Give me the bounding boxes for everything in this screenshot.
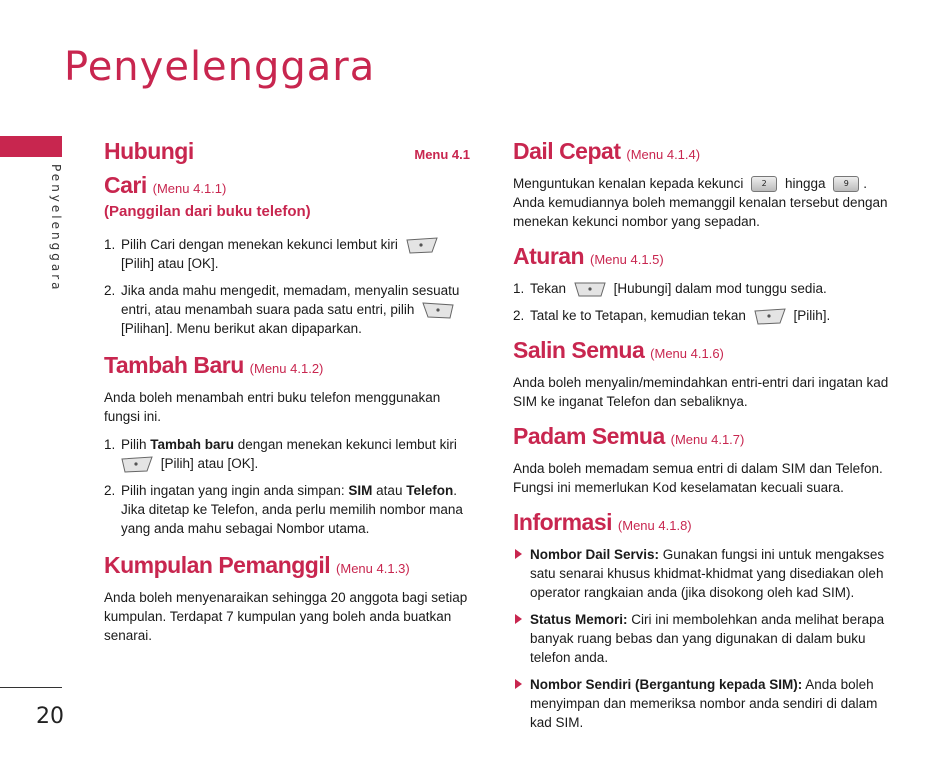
- cari-subtitle: (Panggilan dari buku telefon): [104, 203, 311, 220]
- footer-rule: [0, 687, 62, 688]
- step-text: [121, 235, 470, 273]
- soft-key-icon: [121, 456, 153, 473]
- number-key-icon: 2: [751, 176, 777, 192]
- dail-title: Dail Cepat: [513, 138, 621, 164]
- kumpulan-heading: [104, 550, 470, 584]
- salin-title: Salin Semua: [513, 337, 645, 363]
- bullet-text: [530, 675, 893, 732]
- triangle-bullet-icon: [515, 549, 522, 559]
- cari-section: [104, 170, 470, 338]
- salin-menu-ref: (Menu 4.1.6): [650, 346, 724, 361]
- step-text-before: Pilih Cari dengan menekan kekunci lembut kiri: [121, 237, 398, 252]
- tambah-intro: Anda boleh menambah entri buku telefon menggunakan fungsi ini.: [104, 390, 441, 424]
- cari-title: Cari: [104, 172, 147, 198]
- step-text-before: Tekan: [530, 281, 567, 296]
- cari-step-1: [104, 235, 470, 273]
- step-text-before: Tatal ke to Tetapan, kemudian tekan: [530, 308, 746, 323]
- soft-key-icon: [754, 308, 786, 325]
- soft-key-icon: [574, 281, 606, 298]
- informasi-title: Informasi: [513, 509, 613, 535]
- informasi-bullet-1: [513, 545, 893, 602]
- cari-heading: [104, 170, 470, 204]
- page-number: 20: [36, 704, 64, 729]
- kumpulan-title: Kumpulan Pemanggil: [104, 552, 331, 578]
- step-text: [121, 481, 470, 538]
- salin-section: [513, 335, 893, 411]
- step-text-after: [Hubungi] dalam mod tunggu sedia.: [613, 281, 827, 296]
- tambah-heading: [104, 350, 470, 384]
- step-number: 1.: [104, 437, 116, 452]
- soft-key-icon: [406, 237, 438, 254]
- step-text-bold: Tambah baru: [150, 437, 235, 452]
- informasi-heading: [513, 507, 893, 541]
- step-text-after: [Pilih] atau [OK].: [160, 456, 259, 471]
- bullet-bold: Nombor Sendiri (Bergantung kepada SIM):: [530, 677, 803, 692]
- informasi-bullet-3: [513, 675, 893, 732]
- step-text-after: [Pilih] atau [OK].: [121, 256, 219, 271]
- triangle-bullet-icon: [515, 679, 522, 689]
- step-number: 2.: [104, 283, 116, 298]
- tambah-step-1: [104, 435, 470, 473]
- padam-title: Padam Semua: [513, 423, 665, 449]
- dail-text-mid: hingga: [784, 176, 826, 191]
- aturan-step-2: [513, 306, 893, 325]
- aturan-step-1: [513, 279, 893, 298]
- page-title: Penyelenggara: [64, 44, 376, 90]
- step-text: [530, 306, 893, 325]
- step-text: [121, 435, 470, 473]
- triangle-bullet-icon: [515, 614, 522, 624]
- aturan-title: Aturan: [513, 243, 585, 269]
- bullet-body: Gunakan fungsi ini untuk mengakses satu senarai khusus khidmat-khidmat yang disediakan oleh operator rangkaian anda (jika disokong oleh kad SIM).: [530, 547, 885, 600]
- number-key-icon: 9: [833, 176, 859, 192]
- step-text-post: dengan menekan kekunci lembut kiri: [234, 437, 457, 452]
- step-text-post: . Jika ditetap ke Telefon, anda perlu memilih nombor mana yang anda mahu sebagai Nombor utama.: [121, 483, 463, 536]
- bullet-bold: Status Memori:: [530, 612, 628, 627]
- step-number: 2.: [104, 483, 116, 498]
- side-tab-marker: [0, 136, 62, 157]
- padam-heading: [513, 421, 893, 455]
- soft-key-icon: [422, 302, 454, 319]
- step-text-bold-telefon: Telefon: [406, 483, 454, 498]
- tambah-title: Tambah Baru: [104, 352, 244, 378]
- step-number: 2.: [513, 308, 525, 323]
- step-text-bold-sim: SIM: [348, 483, 373, 498]
- bullet-body: Anda boleh menyimpan dan memeriksa nombor anda sendiri di dalam kad SIM.: [530, 677, 878, 730]
- tambah-section: [104, 350, 470, 538]
- salin-heading: [513, 335, 893, 369]
- aturan-section: [513, 241, 893, 325]
- hubungi-heading-row: [104, 136, 470, 166]
- salin-text: Anda boleh menyalin/memindahkan entri-entri dari ingatan kad SIM ke inganat Telefon dan sebaliknya.: [513, 375, 889, 409]
- dail-menu-ref: (Menu 4.1.4): [626, 147, 701, 162]
- dail-heading: [513, 136, 893, 170]
- bullet-body: Ciri ini membolehkan anda melihat berapa banyak ruang bebas dan yang digunakan di dalam buku telefon anda.: [530, 612, 885, 665]
- hubungi-menu-ref: Menu 4.1: [414, 147, 470, 162]
- padam-section: [513, 421, 893, 497]
- kumpulan-menu-ref: (Menu 4.1.3): [336, 561, 410, 576]
- step-text-pre: Pilih: [121, 437, 151, 452]
- kumpulan-text: Anda boleh menyenaraikan sehingga 20 anggota bagi setiap kumpulan. Terdapat 7 kumpulan yang boleh anda buatkan senarai.: [104, 590, 468, 643]
- bullet-text: [530, 610, 893, 667]
- step-text-pre: Pilih ingatan yang ingin anda simpan:: [121, 483, 349, 498]
- step-text-after: [Pilih].: [793, 308, 831, 323]
- step-text: [530, 279, 893, 298]
- dail-text: [513, 174, 893, 231]
- right-column: [513, 136, 893, 732]
- informasi-menu-ref: (Menu 4.1.8): [617, 518, 692, 533]
- dail-section: [513, 136, 893, 231]
- hubungi-heading: Hubungi: [104, 138, 194, 164]
- side-section-label: Penyelenggara: [49, 164, 63, 293]
- cari-menu-ref: (Menu 4.1.1): [152, 181, 227, 196]
- aturan-heading: [513, 241, 893, 275]
- dail-text-pre: Menguntukan kenalan kepada kekunci: [513, 176, 744, 191]
- aturan-menu-ref: (Menu 4.1.5): [590, 252, 664, 267]
- kumpulan-section: [104, 550, 470, 645]
- step-text: [121, 281, 470, 338]
- step-text-mid: atau: [372, 483, 407, 498]
- informasi-bullet-2: [513, 610, 893, 667]
- tambah-step-2: [104, 481, 470, 538]
- step-text-before: Jika anda mahu mengedit, memadam, menyalin sesuatu entri, atau menambah suara pada satu entri, pilih: [121, 283, 460, 317]
- padam-text: Anda boleh memadam semua entri di dalam SIM dan Telefon. Fungsi ini memerlukan Kod keselamatan kecuali suara.: [513, 461, 883, 495]
- bullet-text: [530, 545, 893, 602]
- dail-text-post: . Anda kemudiannya boleh memanggil kenalan tersebut dengan menekan kekunci nombor yang sepadan.: [513, 176, 888, 229]
- step-number: 1.: [104, 237, 116, 252]
- padam-menu-ref: (Menu 4.1.7): [670, 432, 745, 447]
- informasi-section: [513, 507, 893, 732]
- cari-step-2: [104, 281, 470, 338]
- step-text-after: [Pilihan]. Menu berikut akan dipaparkan.: [121, 321, 362, 336]
- tambah-menu-ref: (Menu 4.1.2): [249, 361, 324, 376]
- bullet-bold: Nombor Dail Servis:: [530, 547, 660, 562]
- left-column: [104, 136, 470, 645]
- step-number: 1.: [513, 281, 525, 296]
